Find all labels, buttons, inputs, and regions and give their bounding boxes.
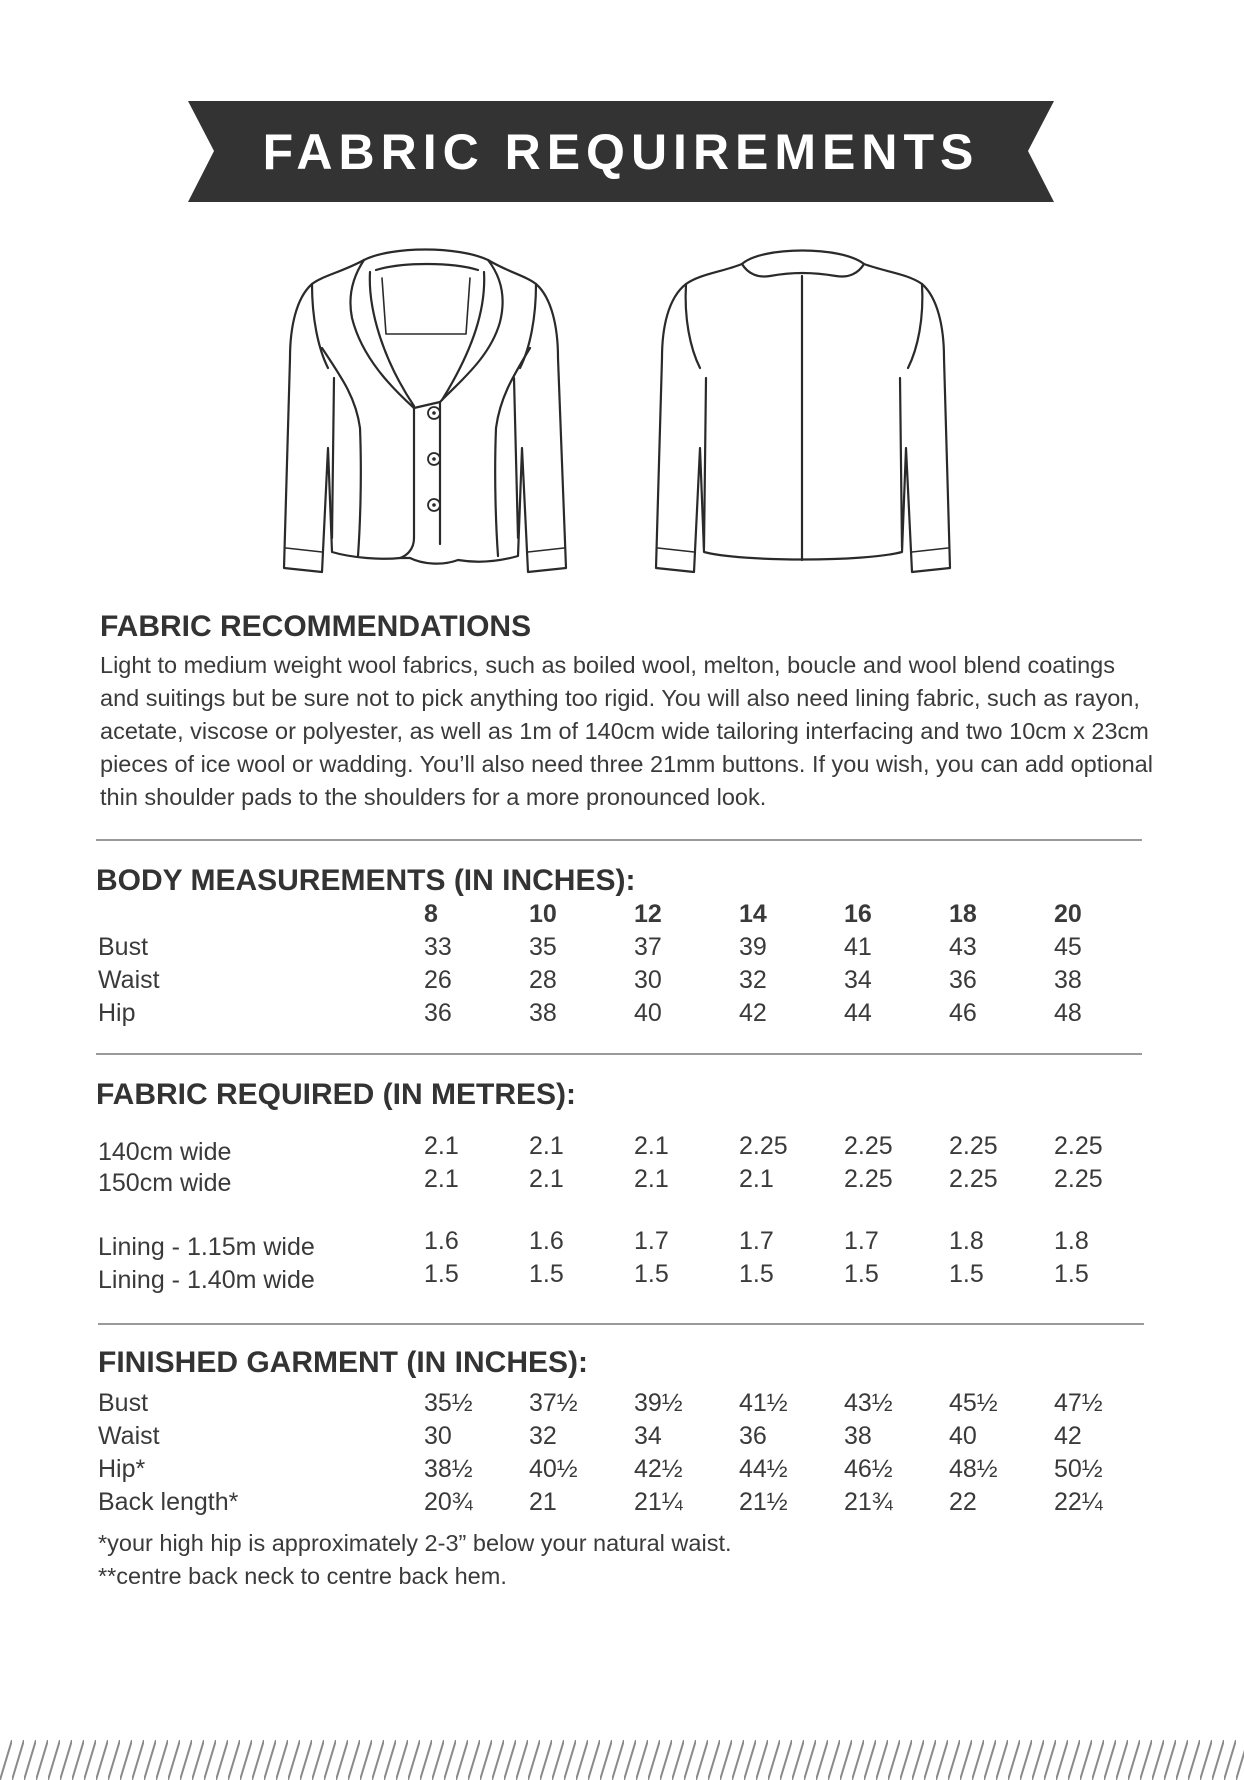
table-cell: 32 [739, 966, 767, 994]
size-header: 10 [529, 900, 557, 928]
table-cell: 37 [634, 933, 662, 961]
table-cell: 22 [949, 1488, 977, 1516]
stripe-border [0, 1740, 1244, 1780]
row-label: 150cm wide [98, 1169, 232, 1197]
table-row [98, 1227, 1178, 1260]
size-header: 14 [739, 900, 767, 928]
table-cell: 46½ [844, 1455, 893, 1483]
table-cell: 2.1 [634, 1165, 669, 1193]
table-cell: 2.25 [844, 1165, 893, 1193]
title-banner [188, 101, 1054, 202]
table-cell: 36 [949, 966, 977, 994]
table-cell: 46 [949, 999, 977, 1027]
size-header: 16 [844, 900, 872, 928]
table-cell: 21¾ [844, 1488, 893, 1516]
row-label: Hip [98, 999, 136, 1027]
table-cell: 38 [844, 1422, 872, 1450]
table-cell: 2.25 [1054, 1132, 1103, 1160]
table-cell: 1.7 [844, 1227, 879, 1255]
table-cell: 34 [844, 966, 872, 994]
table-cell: 2.25 [1054, 1165, 1103, 1193]
table-cell: 32 [529, 1422, 557, 1450]
size-header: 8 [424, 900, 438, 928]
table-cell: 50½ [1054, 1455, 1103, 1483]
body-measurements-table [98, 900, 1178, 1032]
table-cell: 21 [529, 1488, 557, 1516]
table-cell: 44½ [739, 1455, 788, 1483]
table-cell: 2.25 [949, 1165, 998, 1193]
divider [96, 839, 1142, 841]
jacket-front-sketch [282, 238, 592, 583]
table-cell: 38½ [424, 1455, 473, 1483]
table-cell: 36 [739, 1422, 767, 1450]
table-cell: 30 [634, 966, 662, 994]
table-row [98, 1260, 1178, 1293]
size-header: 18 [949, 900, 977, 928]
table-cell: 26 [424, 966, 452, 994]
fabric-required-table [98, 1132, 1178, 1293]
table-cell: 30 [424, 1422, 452, 1450]
table-row [98, 933, 1178, 966]
table-cell: 41½ [739, 1389, 788, 1417]
divider [96, 1053, 1142, 1055]
table-cell: 2.1 [424, 1132, 459, 1160]
table-row [98, 1488, 1178, 1521]
table-cell: 1.5 [844, 1260, 879, 1288]
table-cell: 47½ [1054, 1389, 1103, 1417]
table-cell: 2.25 [844, 1132, 893, 1160]
table-cell: 2.1 [529, 1132, 564, 1160]
table-cell: 1.6 [529, 1227, 564, 1255]
table-row [98, 1165, 1178, 1198]
table-row [98, 1422, 1178, 1455]
row-label: Hip* [98, 1455, 146, 1483]
table-cell: 35 [529, 933, 557, 961]
row-label: 140cm wide [98, 1138, 232, 1166]
table-cell: 43½ [844, 1389, 893, 1417]
table-cell: 40 [634, 999, 662, 1027]
footnote: *your high hip is approximately 2-3” below your natural waist. [98, 1530, 732, 1556]
table-cell: 1.7 [634, 1227, 669, 1255]
table-row [98, 1389, 1178, 1422]
table-cell: 1.8 [949, 1227, 984, 1255]
footnote: **centre back neck to centre back hem. [98, 1563, 507, 1589]
table-cell: 42 [739, 999, 767, 1027]
table-cell: 2.1 [424, 1165, 459, 1193]
table-cell: 42 [1054, 1422, 1082, 1450]
table-cell: 1.5 [634, 1260, 669, 1288]
row-label: Lining - 1.40m wide [98, 1266, 315, 1294]
table-cell: 2.25 [949, 1132, 998, 1160]
fabric-required-heading: FABRIC REQUIRED (IN METRES): [96, 1078, 576, 1111]
table-cell: 34 [634, 1422, 662, 1450]
table-cell: 48½ [949, 1455, 998, 1483]
table-cell: 1.6 [424, 1227, 459, 1255]
table-row [98, 999, 1178, 1032]
table-cell: 2.25 [739, 1132, 788, 1160]
table-row [98, 1132, 1178, 1165]
table-cell: 20¾ [424, 1488, 473, 1516]
table-cell: 22¼ [1054, 1488, 1103, 1516]
table-cell: 2.1 [529, 1165, 564, 1193]
table-cell: 40 [949, 1422, 977, 1450]
table-cell: 1.7 [739, 1227, 774, 1255]
row-label: Waist [98, 966, 160, 994]
recommendations-text: Light to medium weight wool fabrics, such as boiled wool, melton, boucle and wool blend coatings and suitings but be sure not to pick anything too rigid. You will also need lining fabric, such as rayon, acetate, viscose or polyester, as well as 1m of 140cm wide tailoring interfacing and two 10cm x 23cm pieces of ice wool or wadding. You’ll also need three 21mm buttons. If you wish, you can add optional thin shoulder pads to the shoulders for a more pronounced look. [100, 652, 1153, 810]
size-header: 20 [1054, 900, 1082, 928]
table-cell: 38 [1054, 966, 1082, 994]
table-cell: 42½ [634, 1455, 683, 1483]
body-measurements-heading: BODY MEASUREMENTS (IN INCHES): [96, 864, 636, 897]
table-cell: 1.5 [949, 1260, 984, 1288]
finished-garment-heading: FINISHED GARMENT (IN INCHES): [98, 1346, 588, 1379]
finished-garment-table [98, 1389, 1178, 1521]
table-cell: 48 [1054, 999, 1082, 1027]
row-label: Waist [98, 1422, 160, 1450]
row-label: Lining - 1.15m wide [98, 1233, 315, 1261]
row-label: Bust [98, 1389, 149, 1417]
table-cell: 1.5 [424, 1260, 459, 1288]
divider [98, 1323, 1144, 1325]
table-cell: 35½ [424, 1389, 473, 1417]
button-icons [282, 238, 592, 578]
table-cell: 38 [529, 999, 557, 1027]
table-cell: 39 [739, 933, 767, 961]
page-title: FABRIC REQUIREMENTS [262, 123, 980, 180]
jacket-back-sketch [652, 238, 962, 583]
size-header-row [98, 900, 1178, 933]
table-row [98, 966, 1178, 999]
recommendations-heading: FABRIC RECOMMENDATIONS [100, 610, 532, 643]
table-cell: 33 [424, 933, 452, 961]
table-cell: 1.5 [529, 1260, 564, 1288]
table-cell: 44 [844, 999, 872, 1027]
size-header: 12 [634, 900, 662, 928]
table-cell: 45½ [949, 1389, 998, 1417]
table-row [98, 1455, 1178, 1488]
table-cell: 41 [844, 933, 872, 961]
row-label: Bust [98, 933, 149, 961]
table-cell: 2.1 [739, 1165, 774, 1193]
table-cell: 21¼ [634, 1488, 683, 1516]
table-cell: 36 [424, 999, 452, 1027]
table-cell: 40½ [529, 1455, 578, 1483]
table-cell: 39½ [634, 1389, 683, 1417]
table-cell: 2.1 [634, 1132, 669, 1160]
table-cell: 37½ [529, 1389, 578, 1417]
row-label: Back length* [98, 1488, 239, 1516]
table-cell: 45 [1054, 933, 1082, 961]
table-cell: 28 [529, 966, 557, 994]
table-cell: 21½ [739, 1488, 788, 1516]
table-cell: 43 [949, 933, 977, 961]
table-cell: 1.5 [1054, 1260, 1089, 1288]
table-cell: 1.5 [739, 1260, 774, 1288]
table-cell: 1.8 [1054, 1227, 1089, 1255]
